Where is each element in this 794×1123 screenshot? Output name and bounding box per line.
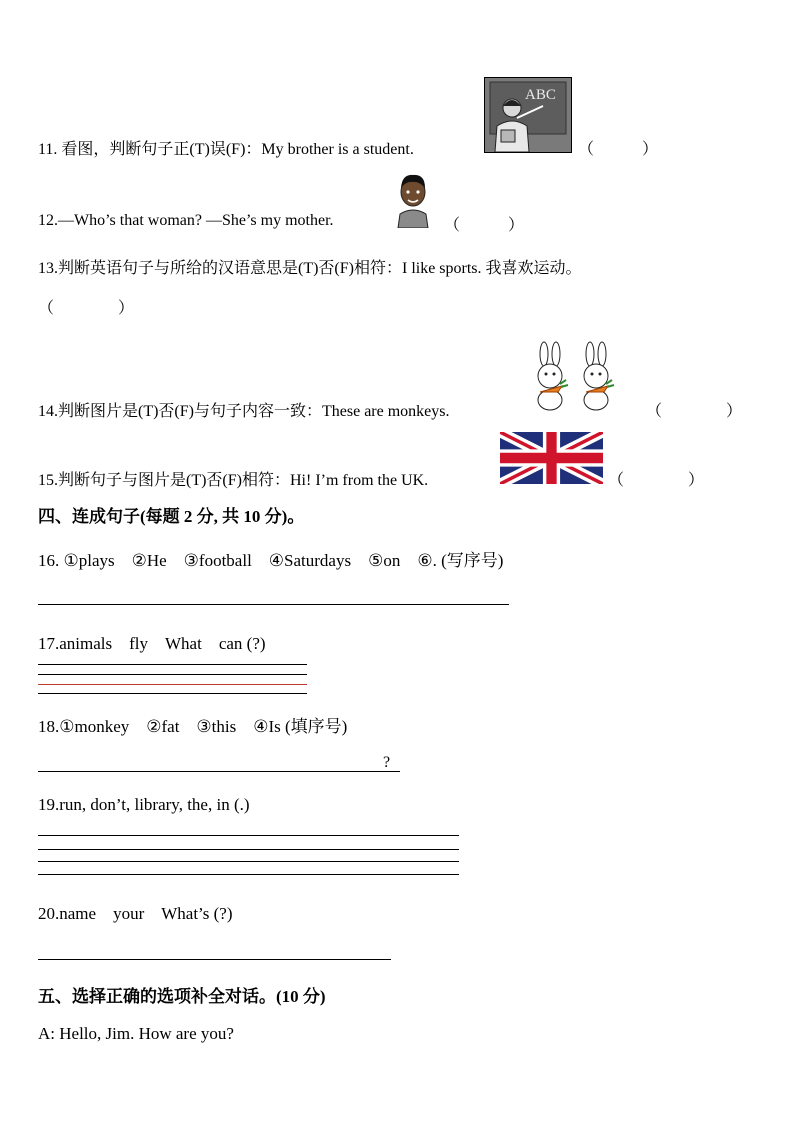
question-13-answer-blank[interactable]: （ ） [38,300,135,317]
question-19-text: 19.run, don’t, library, the, in (.) [38,795,250,814]
question-18-question-mark: ? [383,754,391,771]
rabbit-right [584,342,614,410]
board-text: ABC [525,87,556,103]
question-14-text: 14.判断图片是(T)否(F)与句子内容一致：These are monkeys. [38,403,450,420]
question-19-writing-line-3[interactable] [38,861,459,862]
question-16-answer-line[interactable] [38,604,509,605]
rabbits-picture [528,340,620,412]
question-17-text: 17.animals fly What can (?) [38,634,266,653]
teacher-picture [484,77,572,153]
question-13-text: 13.判断英语句子与所给的汉语意思是(T)否(F)相符：I like sports. 我喜欢运动。 [38,260,582,277]
question-19-writing-line-4[interactable] [38,874,459,875]
question-12-answer-blank[interactable]: （ ） [444,217,525,234]
question-17-writing-line-1[interactable] [38,664,307,665]
question-12-text: 12.—Who’s that woman? —She’s my mother. [38,212,334,229]
question-11-text: 11. 看图，判断句子正(T)误(F)：My brother is a student. [38,141,414,158]
question-20-answer-line[interactable] [38,959,391,960]
rabbit-left [538,342,568,410]
question-19-writing-line-2[interactable] [38,849,459,850]
uk-flag-picture [500,432,603,484]
dialog-line-1: A: Hello, Jim. How are you? [38,1024,234,1043]
question-14-answer-blank[interactable]: （ ） [646,403,743,420]
question-15-answer-blank[interactable]: （ ） [608,472,705,489]
question-15-text: 15.判断句子与图片是(T)否(F)相符：Hi! I’m from the UK. [38,472,429,489]
question-19-writing-line-1[interactable] [38,835,459,836]
question-17-writing-line-3[interactable] [38,684,307,685]
question-17-writing-line-2[interactable] [38,674,307,675]
boy-picture [394,170,432,228]
question-18-text: 18.①monkey ②fat ③this ④Is (填序号) [38,717,348,736]
section-4-heading: 四、连成句子(每题 2 分, 共 10 分)。 [38,507,305,526]
question-20-text: 20.name your What’s (?) [38,904,233,923]
question-11-answer-blank[interactable]: （ ） [578,141,659,158]
question-17-writing-line-4[interactable] [38,693,307,694]
question-16-text: 16. ①plays ②He ③football ④Saturdays ⑤on ⑥. (写序号) [38,551,504,570]
question-18-answer-line[interactable] [38,771,400,772]
section-5-heading: 五、选择正确的选项补全对话。(10 分) [38,987,326,1006]
